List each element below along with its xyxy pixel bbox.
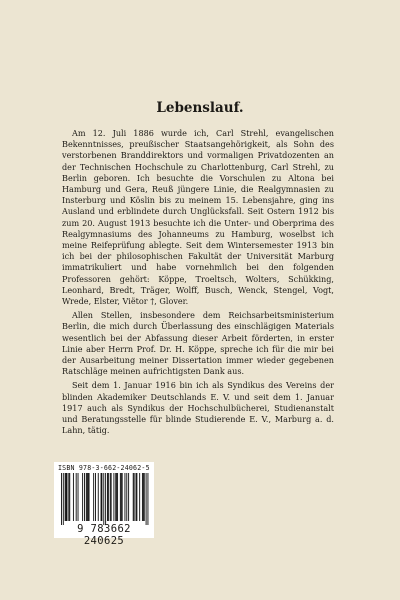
barcode-bar	[111, 473, 112, 521]
barcode-bar	[89, 473, 90, 521]
barcode-bar	[76, 473, 77, 521]
isbn-barcode-box	[54, 462, 154, 547]
barcode-bar	[86, 473, 87, 521]
barcode-bar	[65, 473, 66, 521]
barcode-bar	[142, 473, 143, 521]
barcode-bar	[103, 473, 104, 525]
barcode-bar	[101, 473, 102, 521]
barcode-bar	[115, 473, 116, 521]
page-title: Lebenslauf.	[156, 100, 244, 116]
isbn-label: ISBN 978-3-662-24062-5	[58, 464, 150, 472]
barcode-bar	[110, 473, 111, 521]
barcode-bar	[98, 473, 99, 521]
barcode-bar	[61, 473, 62, 525]
barcode-bar	[122, 473, 123, 521]
barcode-bar	[73, 473, 74, 521]
barcode-bar	[63, 473, 64, 525]
ean-digits: 9 783662 240625	[77, 523, 131, 547]
biography-text	[62, 128, 334, 439]
barcode-bar	[126, 473, 127, 521]
barcode-bar	[66, 473, 67, 521]
barcode-bar	[82, 473, 83, 521]
barcode-bar	[134, 473, 135, 521]
barcode-bar	[88, 473, 89, 521]
barcode-bar	[68, 473, 69, 521]
barcode-bar	[101, 473, 102, 521]
barcode-bar	[95, 473, 96, 521]
barcode-bar	[113, 473, 114, 521]
barcode-bar	[136, 473, 137, 521]
barcode-bar	[117, 473, 118, 521]
barcode-bar	[87, 473, 88, 521]
barcode-bar	[133, 473, 134, 521]
barcode-bar	[107, 473, 108, 521]
paragraph-biography: Am 12. Juli 1886 wurde ich, Carl Strehl, evangelischen Bekenntnisses, preußischer Staatsangehörigkeit, als Sohn des verstorbenen Branddirektors und vormaligen Privatdozenten an der Technischen Hochschule zu Charlottenburg, Carl Strehl, zu Berlin geboren. Ich besuchte die Vorschulen zu Altona bei Hamburg und Gera, Reuß jüngere Linie, die Realgymnasien zu Insterburg und Köslin bis zu meinem 15. Lebensjahre, ging ins Ausland und erblindete durch Unglücksfall. Seit Ostern 1912 bis zum 20. August 1913 besuchte ich die Unter- und Oberprima des Realgymnasiums des Johanneums zu Hamburg, woselbst ich meine Reifeprüfung ablegte. Seit dem Wintersemester 1913 bin ich bei der philosophischen Fakultät der Universität Marburg immatrikuliert und habe vornehmlich bei den folgenden Professoren gehört: Köppe, Troeltsch, Wolters, Schükking, Leonhard, Bredt, Träger, Wolff, Busch, Wenck, Stengel, Vogt, Wrede, Elster, Viëtor †, Glover.	[62, 128, 334, 307]
barcode-bar	[78, 473, 79, 521]
barcode-bar	[147, 473, 148, 525]
barcode-bar	[121, 473, 122, 521]
barcode-bar	[84, 473, 85, 521]
barcode-bar	[105, 473, 106, 525]
barcode-graphic	[57, 473, 151, 525]
barcode-bar	[136, 473, 137, 521]
barcode-bar	[93, 473, 94, 521]
barcode-bar	[67, 473, 68, 521]
barcode-bar	[120, 473, 121, 521]
barcode-bar	[108, 473, 109, 521]
paragraph-acknowledgement: Allen Stellen, insbesondere dem Reichsarbeitsministerium Berlin, die mich durch Überlassung des einschlägigen Materials wesentlich bei der Abfassung dieser Arbeit förderten, in erster Linie aber Herrn Prof. Dr. H. Köppe, spreche ich für die mir bei der Ausarbeitung meiner Dissertation immer wieder gegebenen Ratschläge meinen aufrichtigsten Dank aus.	[62, 310, 334, 377]
barcode-bar	[69, 473, 70, 521]
barcode-bar	[116, 473, 117, 521]
barcode-bar	[128, 473, 129, 521]
barcode-bar	[144, 473, 145, 521]
barcode-bar	[139, 473, 140, 521]
barcode-bar	[146, 473, 147, 525]
paragraph-position: Seit dem 1. Januar 1916 bin ich als Syndikus des Vereins der blinden Akademiker Deutschlands E. V. und seit dem 1. Januar 1917 auch als Syndikus der Hochschulbücherei, Studienanstalt und Beratungsstelle für blinde Studierende E. V., Marburg a. d. Lahn, tätig.	[62, 380, 334, 436]
barcode-bar	[143, 473, 144, 521]
barcode-bar	[124, 473, 125, 521]
